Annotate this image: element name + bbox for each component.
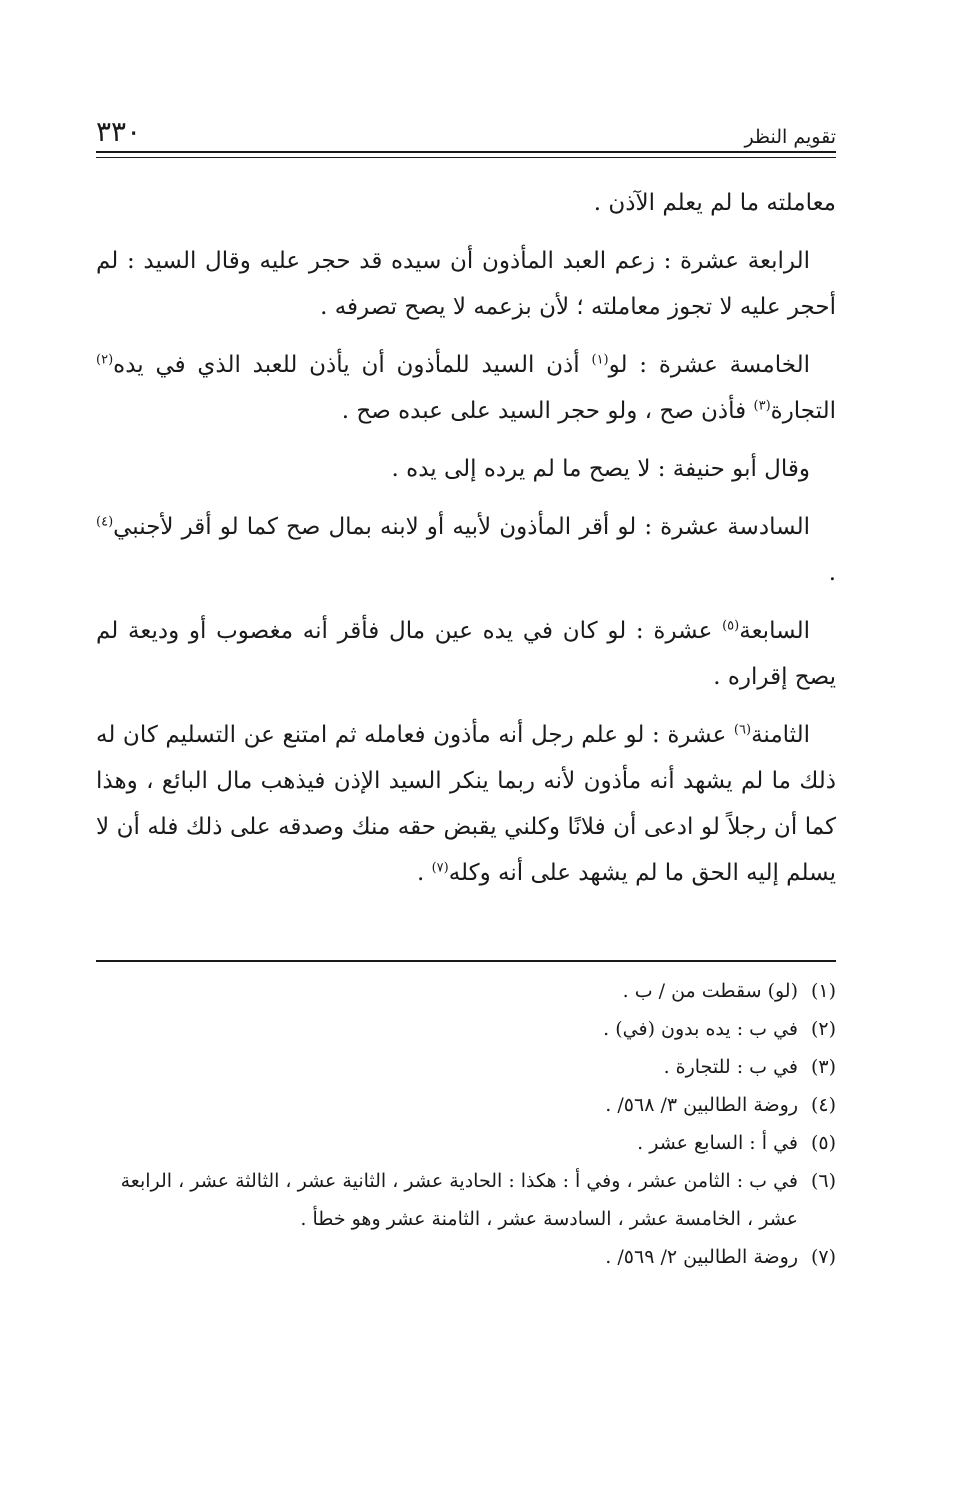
header-rule-thick bbox=[96, 151, 836, 153]
footnote-number: (٧) bbox=[810, 1246, 836, 1268]
paragraph-5 bbox=[96, 504, 836, 596]
text-run: . bbox=[416, 860, 432, 886]
footnote-item bbox=[96, 1162, 836, 1238]
paragraph-2: الرابعة عشرة : زعم العبد المأذون أن سيده قد حجر عليه وقال السيد : لم أحجر عليه لا تجوز معاملته ؛ لأن بزعمه لا يصح تصرفه . bbox=[96, 248, 836, 320]
footnote-item bbox=[96, 1010, 836, 1048]
footnote-item bbox=[96, 1124, 836, 1162]
running-title: تقويم النظر bbox=[744, 126, 836, 148]
footnote-text: (لو) سقطت من / ب . bbox=[622, 980, 798, 1002]
footnote-item bbox=[96, 1238, 836, 1276]
text-run: عشرة : لو كان في يده عين مال فأقر أنه مغصوب أو وديعة لم يصح إقراره . bbox=[96, 618, 836, 690]
footnotes bbox=[96, 972, 836, 1276]
footnote-number: (٢) bbox=[810, 1018, 836, 1040]
footnote-text: روضة الطالبين ٢/ ٥٦٩/ . bbox=[605, 1246, 798, 1268]
footnote-ref-3[interactable]: (٣) bbox=[753, 398, 771, 414]
footnote-separator bbox=[96, 960, 836, 962]
footnote-item bbox=[96, 1048, 836, 1086]
footnote-text: في ب : للتجارة . bbox=[663, 1056, 798, 1078]
footnote-number: (٤) bbox=[810, 1094, 836, 1116]
text-run: الخامسة عشرة : لو bbox=[608, 352, 810, 378]
footnote-number: (٦) bbox=[810, 1170, 836, 1192]
header-rule-thin bbox=[96, 157, 836, 158]
footnote-ref-6[interactable]: (٦) bbox=[733, 722, 752, 738]
text-run: السابعة bbox=[739, 618, 810, 644]
footnote-text: روضة الطالبين ٣/ ٥٦٨/ . bbox=[605, 1094, 798, 1116]
footnote-item bbox=[96, 1086, 836, 1124]
paragraph-3 bbox=[96, 342, 836, 434]
footnote-item bbox=[96, 972, 836, 1010]
footnote-text: في ب : الثامن عشر ، وفي أ : هكذا : الحادية عشر ، الثانية عشر ، الثالثة عشر ، الرابعة عشر ، الخامسة عشر ، السادسة عشر ، الثامنة عشر وهو خطأ . bbox=[120, 1170, 798, 1230]
page-header bbox=[96, 108, 836, 148]
footnote-number: (١) bbox=[810, 980, 836, 1002]
text-run: . bbox=[828, 560, 836, 586]
main-text bbox=[96, 180, 836, 908]
paragraph-7 bbox=[96, 712, 836, 896]
footnote-ref-5[interactable]: (٥) bbox=[722, 618, 740, 634]
text-run: فأذن صح ، ولو حجر السيد على عبده صح . bbox=[341, 398, 754, 424]
text-run: أذن السيد للمأذون أن يأذن للعبد الذي في يده bbox=[113, 352, 592, 378]
paragraph-6 bbox=[96, 608, 836, 700]
text-run: عشرة : لو علم رجل أنه مأذون فعامله ثم امتنع عن التسليم كان له ذلك ما لم يشهد أنه مأذون لأنه ربما ينكر السيد الإذن فيذهب مال البائع ، وهذا كما أن رجلاً لو ادعى أن فلانًا وكلني يقبض حقه منك وصدقه على ذلك فله أن لا يسلم إليه الحق ما لم يشهد على أنه وكله bbox=[96, 722, 836, 886]
footnote-ref-1[interactable]: (١) bbox=[591, 352, 609, 368]
footnote-number: (٣) bbox=[810, 1056, 836, 1078]
paragraph-4: وقال أبو حنيفة : لا يصح ما لم يرده إلى يده . bbox=[391, 456, 810, 482]
text-run: التجارة bbox=[770, 398, 836, 424]
footnote-number: (٥) bbox=[810, 1132, 836, 1154]
text-run: السادسة عشرة : لو أقر المأذون لأبيه أو لابنه بمال صح كما لو أقر لأجنبي bbox=[113, 514, 810, 540]
paragraph-1: معاملته ما لم يعلم الآذن . bbox=[593, 190, 836, 216]
footnote-ref-4[interactable]: (٤) bbox=[96, 514, 114, 530]
footnote-ref-7[interactable]: (٧) bbox=[431, 860, 449, 876]
footnote-ref-2[interactable]: (٢) bbox=[96, 352, 114, 368]
footnote-text: في أ : السابع عشر . bbox=[637, 1132, 798, 1154]
page-number: ٣٣٠ bbox=[96, 115, 142, 148]
footnote-text: في ب : يده بدون (في) . bbox=[603, 1018, 798, 1040]
text-run: الثامنة bbox=[751, 722, 810, 748]
